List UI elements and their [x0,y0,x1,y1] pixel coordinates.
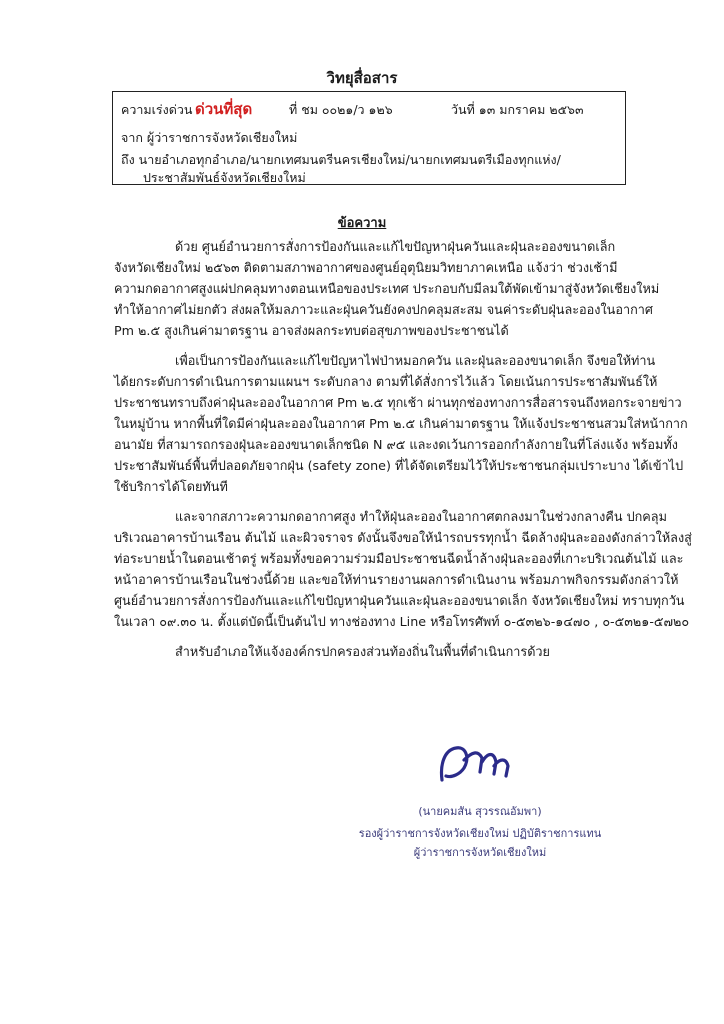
header-from: จาก ผู้ว่าราชการจังหวัดเชียงใหม่ [121,130,298,145]
paragraph-line: บริเวณอาคารบ้านเรือน ต้นไม้ และผิวจราจร ดังนั้นจึงขอให้นำรถบรรทุกน้ำ ฉีดล้างฝุ่นละอองดังกล่าวให้ลงสู่ [114,530,692,545]
signatory-name: (นายคมสัน สุวรรณอัมพา) [418,805,542,818]
header-to: ถึง นายอำเภอทุกอำเภอ/นายกเทศมนตรีนครเชียงใหม่/นายกเทศมนตรีเมืองทุกแห่ง/ [121,152,561,167]
urgency-label: ความเร่งด่วน [121,102,193,117]
signature-mark [430,740,520,790]
paragraph-line: ศูนย์อำนวยการสั่งการป้องกันและแก้ไขปัญหาฝุ่นควันและฝุ่นละอองขนาดเล็ก จังหวัดเชียงใหม่ ทราบทุกวัน [114,593,685,608]
document-title: วิทยุสื่อสาร [326,69,398,87]
header-box [112,91,626,185]
paragraph-line: ในหมู่บ้าน หากพื้นที่ใดมีค่าฝุ่นละอองในอากาศ Pm ๒.๕ เกินค่ามาตรฐาน ให้แจ้งประชาชนสวมใส่หน้ากาก [114,416,688,431]
signatory-position-continued: ผู้ว่าราชการจังหวัดเชียงใหม่ [413,846,547,859]
paragraph-line: สำหรับอำเภอให้แจ้งองค์กรปกครองส่วนท้องถิ่นในพื้นที่ดำเนินการด้วย [175,644,550,659]
paragraph-line: ประชาสัมพันธ์พื้นที่ปลอดภัยจากฝุ่น (safety zone) ที่ได้จัดเตรียมไว้ให้ประชาชนกลุ่มเปราะบาง ได้เข้าไป [114,458,684,473]
paragraph-line: เพื่อเป็นการป้องกันและแก้ไขปัญหาไฟป่าหมอกควัน และฝุ่นละอองขนาดเล็ก จึงขอให้ท่าน [175,353,656,368]
paragraph-line: ประชาชนทราบถึงค่าฝุ่นละอองในอากาศ Pm ๒.๕ ทุกเช้า ผ่านทุกช่องทางการสื่อสารจนถึงหอกระจายข่าว [114,395,682,410]
signatory-position: รองผู้ว่าราชการจังหวัดเชียงใหม่ ปฏิบัติราชการแทน [358,827,602,840]
paragraph-line: อนามัย ที่สามารถกรองฝุ่นละอองขนาดเล็กชนิด N ๙๕ และงดเว้นการออกกำลังกายในที่โล่งแจ้ง พร้อมทั้ง [114,437,678,452]
header-to-continued: ประชาสัมพันธ์จังหวัดเชียงใหม่ [143,170,306,185]
urgency-value: ด่วนที่สุด [195,100,253,118]
paragraph-line: ด้วย ศูนย์อำนวยการสั่งการป้องกันและแก้ไขปัญหาฝุ่นควันและฝุ่นละอองขนาดเล็ก [175,239,616,254]
message-heading: ข้อความ [337,216,387,231]
document-date: วันที่ ๑๓ มกราคม ๒๕๖๓ [451,102,584,117]
paragraph-line: จังหวัดเชียงใหม่ ๒๕๖๓ ติดตามสภาพอากาศของศูนย์อุตุนิยมวิทยาภาคเหนือ แจ้งว่า ช่วงเช้ามี [114,260,618,275]
paragraph-line: และจากสภาวะความกดอากาศสูง ทำให้ฝุ่นละอองในอากาศตกลงมาในช่วงกลางคืน ปกคลุม [175,509,667,524]
paragraph-line: Pm ๒.๕ สูงเกินค่ามาตรฐาน อาจส่งผลกระทบต่อสุขภาพของประชาชนได้ [114,323,509,338]
paragraph-line: ในเวลา ๐๙.๓๐ น. ตั้งแต่บัดนี้เป็นต้นไป ทางช่องทาง Line หรือโทรศัพท์ ๐-๕๓๒๖-๑๔๗๐ , ๐-๕๓๒๑-๕๗๒๐ [114,614,690,629]
paragraph-line: ทำให้อากาศไม่ยกตัว ส่งผลให้มลภาวะและฝุ่นควันยังคงปกคลุมสะสม จนค่าระดับฝุ่นละอองในอากาศ [114,302,653,317]
reference-number: ที่ ชม ๐๐๒๑/ว ๑๒๖ [289,102,393,117]
paragraph-line: ได้ยกระดับการดำเนินการตามแผนฯ ระดับกลาง ตามที่ได้สั่งการไว้แล้ว โดยเน้นการประชาสัมพันธ์ให้ [114,374,658,389]
paragraph-line: ท่อระบายน้ำในตอนเช้าตรู่ พร้อมทั้งขอความร่วมมือประชาชนฉีดน้ำล้างฝุ่นละอองที่เกาะบริเวณต้นไม้ และ [114,551,684,566]
paragraph-line: ความกดอากาศสูงแผ่ปกคลุมทางตอนเหนือของประเทศ ประกอบกับมีลมใต้พัดเข้ามาสู่จังหวัดเชียงใหม่ [114,281,660,296]
paragraph-line: ใช้บริการได้โดยทันที [114,479,228,494]
paragraph-line: หน้าอาคารบ้านเรือนในช่วงนี้ด้วย และขอให้ท่านรายงานผลการดำเนินงาน พร้อมภาพกิจกรรมดังกล่าวให้ [114,572,679,587]
